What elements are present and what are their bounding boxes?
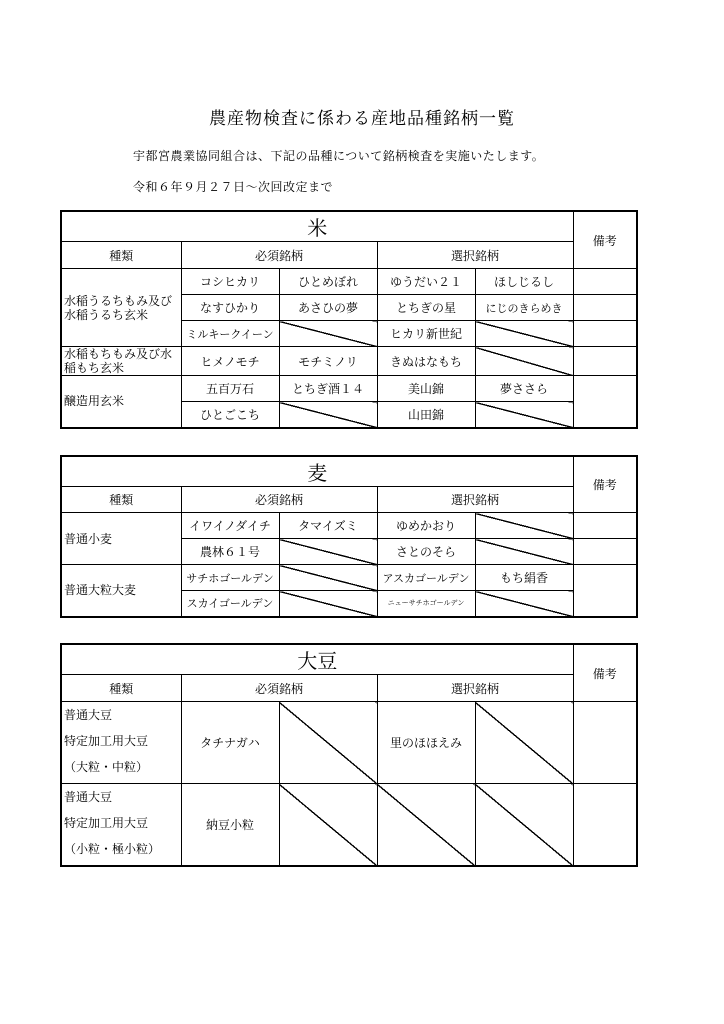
wheat-empty-slash <box>475 539 573 565</box>
soy-kind-line: （大粒・中粒） <box>64 760 149 774</box>
wheat-cell: さとのそら <box>377 539 475 565</box>
rice-remarks-cell <box>573 295 637 321</box>
rice-table <box>60 210 638 429</box>
rice-cell: とちぎの星 <box>377 295 475 321</box>
rice-empty-slash <box>279 321 377 347</box>
soy-group1-kind <box>61 702 181 784</box>
wheat-remarks-header: 備考 <box>573 456 637 513</box>
soy-group2-kind <box>61 784 181 866</box>
wheat-empty-slash <box>279 591 377 617</box>
wheat-heading: 麦 <box>61 456 573 487</box>
rice-cell: ゆうだい２１ <box>377 269 475 295</box>
soy-kind-line: （小粒・極小粒） <box>64 842 161 856</box>
rice-cell: コシヒカリ <box>181 269 279 295</box>
intro-line-1: 宇都宮農業協同組合は、下記の品種について銘柄検査を実施いたします。 <box>133 149 545 163</box>
rice-col-kind: 種類 <box>61 242 181 269</box>
rice-cell: ほしじるし <box>475 269 573 295</box>
soy-kind-line: 普通大豆 <box>64 708 113 722</box>
wheat-cell: スカイゴールデン <box>181 591 279 617</box>
wheat-empty-slash <box>475 513 573 539</box>
rice-cell: 夢ささら <box>475 376 573 402</box>
wheat-remarks-cell <box>573 513 637 539</box>
soy-kind-line: 特定加工用大豆 <box>64 734 149 748</box>
soy-cell: タチナガハ <box>181 702 279 784</box>
rice-cell: ひとごこち <box>181 402 279 428</box>
rice-cell: 山田錦 <box>377 402 475 428</box>
wheat-cell: ゆめかおり <box>377 513 475 539</box>
wheat-cell: イワイノダイチ <box>181 513 279 539</box>
rice-heading: 米 <box>61 211 573 242</box>
soy-cell: 納豆小粒 <box>181 784 279 866</box>
intro-line-2: 令和６年９月２７日～次回改定まで <box>133 180 334 194</box>
rice-col-selected: 選択銘柄 <box>377 242 573 269</box>
rice-cell: 五百万石 <box>181 376 279 402</box>
wheat-empty-slash <box>279 565 377 591</box>
wheat-cell: ニューサチホゴールデン <box>377 591 475 617</box>
soy-empty-slash <box>475 702 573 784</box>
rice-cell: モチミノリ <box>279 347 377 376</box>
rice-remarks-header: 備考 <box>573 211 637 269</box>
soy-col-kind: 種類 <box>61 675 181 702</box>
soy-col-required: 必須銘柄 <box>181 675 377 702</box>
rice-cell: あさひの夢 <box>279 295 377 321</box>
rice-empty-slash <box>279 402 377 428</box>
rice-cell: ヒメノモチ <box>181 347 279 376</box>
wheat-empty-slash <box>279 539 377 565</box>
rice-sake-kind: 醸造用玄米 <box>61 376 181 428</box>
soy-heading: 大豆 <box>61 644 573 675</box>
soy-col-selected: 選択銘柄 <box>377 675 573 702</box>
rice-cell: 美山錦 <box>377 376 475 402</box>
wheat-empty-slash <box>475 591 573 617</box>
rice-cell: ヒカリ新世紀 <box>377 321 475 347</box>
rice-remarks-cell <box>573 347 637 376</box>
barley-kind: 普通大粒大麦 <box>61 565 181 617</box>
soy-remarks-cell <box>573 784 637 866</box>
wheat-col-kind: 種類 <box>61 487 181 513</box>
rice-remarks-cell <box>573 269 637 295</box>
wheat-cell: アスカゴールデン <box>377 565 475 591</box>
rice-uruchi-kind: 水稲うるちもみ及び水稲うるち玄米 <box>61 269 181 347</box>
rice-cell: ひとめぼれ <box>279 269 377 295</box>
rice-empty-slash <box>475 347 573 376</box>
soy-empty-slash <box>279 784 377 866</box>
rice-remarks-cell <box>573 376 637 428</box>
rice-cell: ミルキークイーン <box>181 321 279 347</box>
soy-table <box>60 643 638 867</box>
wheat-cell: タマイズミ <box>279 513 377 539</box>
document-title: 農産物検査に係わる産地品種銘柄一覧 <box>209 109 515 129</box>
soy-remarks-cell <box>573 702 637 784</box>
rice-col-required: 必須銘柄 <box>181 242 377 269</box>
soy-empty-slash <box>377 784 475 866</box>
soy-cell: 里のほほえみ <box>377 702 475 784</box>
wheat-col-required: 必須銘柄 <box>181 487 377 513</box>
wheat-remarks-cell <box>573 565 637 617</box>
rice-remarks-cell <box>573 321 637 347</box>
soy-empty-slash <box>475 784 573 866</box>
rice-cell: なすひかり <box>181 295 279 321</box>
soy-kind-line: 普通大豆 <box>64 790 113 804</box>
wheat-cell: もち絹香 <box>475 565 573 591</box>
soy-empty-slash <box>279 702 377 784</box>
rice-cell: とちぎ酒１４ <box>279 376 377 402</box>
rice-cell: きぬはなもち <box>377 347 475 376</box>
wheat-cell: 農林６１号 <box>181 539 279 565</box>
rice-empty-slash <box>475 402 573 428</box>
wheat-col-selected: 選択銘柄 <box>377 487 573 513</box>
wheat-table <box>60 455 638 618</box>
rice-mochi-kind: 水稲もちもみ及び水稲もち玄米 <box>61 347 181 376</box>
wheat-cell: サチホゴールデン <box>181 565 279 591</box>
rice-cell: にじのきらめき <box>475 295 573 321</box>
rice-empty-slash <box>475 321 573 347</box>
soy-remarks-header: 備考 <box>573 644 637 702</box>
wheat-kind: 普通小麦 <box>61 513 181 565</box>
wheat-remarks-cell <box>573 539 637 565</box>
soy-kind-line: 特定加工用大豆 <box>64 816 149 830</box>
